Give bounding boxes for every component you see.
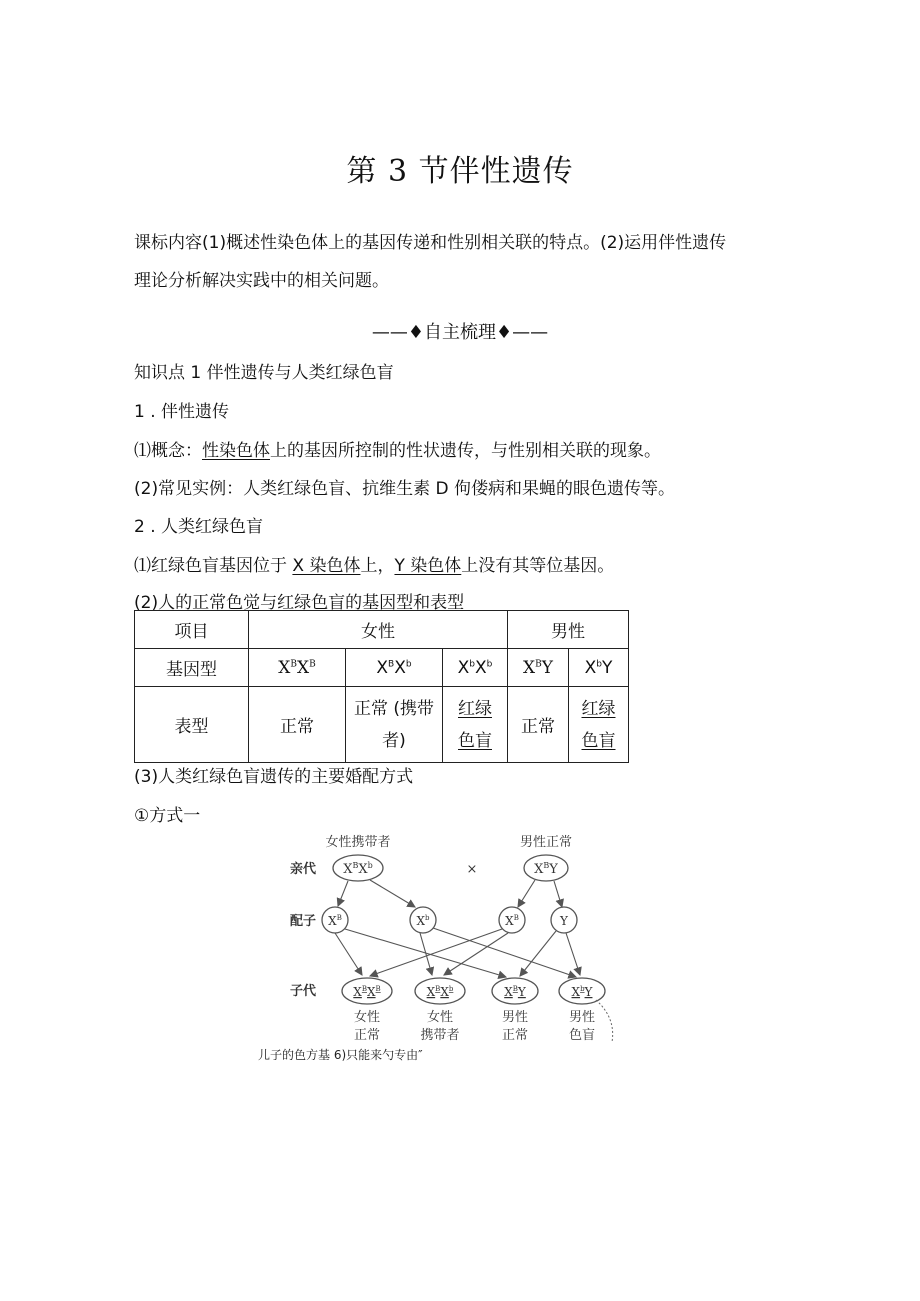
- offspring-genotype: $X^BX^b$: [426, 985, 454, 999]
- arrow: [566, 933, 580, 975]
- genotype-cell: $X^bX^b$: [443, 649, 508, 687]
- parent-female-genotype: $X^BX^b$: [343, 861, 373, 877]
- diagram-caption: 儿子的色方基 6)只能来勺专由″: [258, 1048, 423, 1062]
- concept-prefix: ⑴概念：: [134, 441, 202, 461]
- concept-suffix: 上的基因所控制的性状遗传，与性别相关联的现象。: [270, 441, 661, 461]
- knowledge-point-title: 知识点 1 伴性遗传与人类红绿色盲: [134, 363, 394, 383]
- concept-term: 性染色体: [202, 441, 270, 461]
- genotype-cell: $X^bY$: [569, 649, 629, 687]
- arrow: [370, 929, 502, 976]
- heading-sex-linked: 1 . 伴性遗传: [134, 402, 230, 422]
- genotype-cell: $X^BY$: [508, 649, 569, 687]
- gamete-label: $X^B$: [505, 914, 519, 928]
- gamete-label: Y: [560, 914, 568, 928]
- row-label-parent: 亲代: [290, 862, 317, 877]
- arrow: [518, 880, 535, 907]
- carrier-line-2: 者): [382, 730, 406, 751]
- row-label-gamete: 配子: [290, 914, 317, 929]
- location-prefix: ⑴红绿色盲基因位于: [134, 556, 293, 576]
- offspring-genotype: $X^BY$: [504, 985, 526, 999]
- cb-line-2: 色盲: [458, 730, 492, 751]
- arrow: [338, 881, 348, 906]
- offspring-label: 携带者: [420, 1028, 460, 1043]
- phenotype-female-colorblind: [443, 687, 508, 763]
- cross-symbol: ×: [466, 862, 478, 877]
- table-row-phenotype: [135, 687, 629, 763]
- intro-line-2: 理论分析解决实践中的相关问题。: [134, 271, 389, 291]
- offspring-label: 男性: [568, 1010, 596, 1025]
- offspring-label: 色盲: [568, 1028, 596, 1043]
- table-title: (2)人的正常色觉与红绿色盲的基因型和表型: [134, 593, 465, 613]
- location-suffix: 上没有其等位基因。: [461, 556, 615, 576]
- gamete-label: $X^b$: [416, 914, 430, 928]
- cb-line-1: 红绿: [458, 698, 492, 719]
- arrow: [554, 881, 562, 907]
- offspring-genotype: $X^bY$: [571, 985, 593, 999]
- heading-colorblind: 2 . 人类红绿色盲: [134, 517, 264, 537]
- inheritance-diagram: [290, 828, 630, 1046]
- location-mid: 上，: [360, 556, 395, 576]
- arrow: [335, 933, 362, 975]
- offspring-label: 正常: [501, 1028, 529, 1043]
- phenotype-carrier: [346, 687, 443, 763]
- header-male: 男性: [508, 611, 629, 649]
- male-parent-label: 男性正常: [519, 835, 573, 850]
- location-x: X 染色体: [292, 556, 361, 576]
- genotype-cell: $X^BX^b$: [346, 649, 443, 687]
- marriage-title: (3)人类红绿色盲遗传的主要婚配方式: [134, 767, 414, 787]
- carrier-line-1: 正常 (携带: [353, 698, 435, 719]
- section-header: ——♦自主梳理♦——: [371, 322, 549, 343]
- concept-line: [134, 436, 661, 461]
- location-line: [134, 551, 614, 576]
- cb-line-1: 红绿: [581, 698, 616, 719]
- offspring-label: 正常: [353, 1028, 381, 1043]
- table-row-genotype: [135, 649, 629, 687]
- genotype-phenotype-table: [134, 610, 629, 763]
- intro-line-1: 课标内容(1)概述性染色体上的基因传递和性别相关联的特点。(2)运用伴性遗传: [134, 233, 727, 253]
- arrow: [520, 931, 556, 976]
- phenotype-male-colorblind: [569, 687, 629, 763]
- callout-line: [596, 1000, 613, 1042]
- arrow: [370, 880, 415, 907]
- parent-male-genotype: $X^BY$: [534, 861, 558, 877]
- page-title: 第 3 节伴性遗传: [346, 154, 574, 189]
- header-item: 项目: [135, 611, 249, 649]
- location-y: Y 染色体: [394, 556, 462, 576]
- gamete-label: $X^B$: [328, 914, 342, 928]
- offspring-label: 男性: [501, 1010, 529, 1025]
- arrow: [444, 933, 508, 975]
- offspring-label: 女性: [426, 1010, 454, 1025]
- row-label-genotype: 基因型: [135, 649, 249, 687]
- row-label-phenotype: 表型: [135, 687, 249, 763]
- offspring-genotype: $X^BX^B$: [353, 985, 381, 999]
- method-1: ①方式一: [134, 806, 201, 826]
- phenotype-male-normal: 正常: [508, 687, 569, 763]
- table-header-row: [135, 611, 629, 649]
- header-female: 女性: [249, 611, 508, 649]
- female-parent-label: 女性携带者: [325, 835, 391, 850]
- examples-line: (2)常见实例：人类红绿色盲、抗维生素 D 佝偻病和果蝇的眼色遗传等。: [134, 479, 675, 499]
- cb-line-2: 色盲: [581, 730, 616, 751]
- offspring-label: 女性: [353, 1010, 381, 1025]
- row-label-offspring: 子代: [290, 984, 317, 999]
- phenotype-female-normal: 正常: [249, 687, 346, 763]
- genotype-cell: $X^BX^B$: [249, 649, 346, 687]
